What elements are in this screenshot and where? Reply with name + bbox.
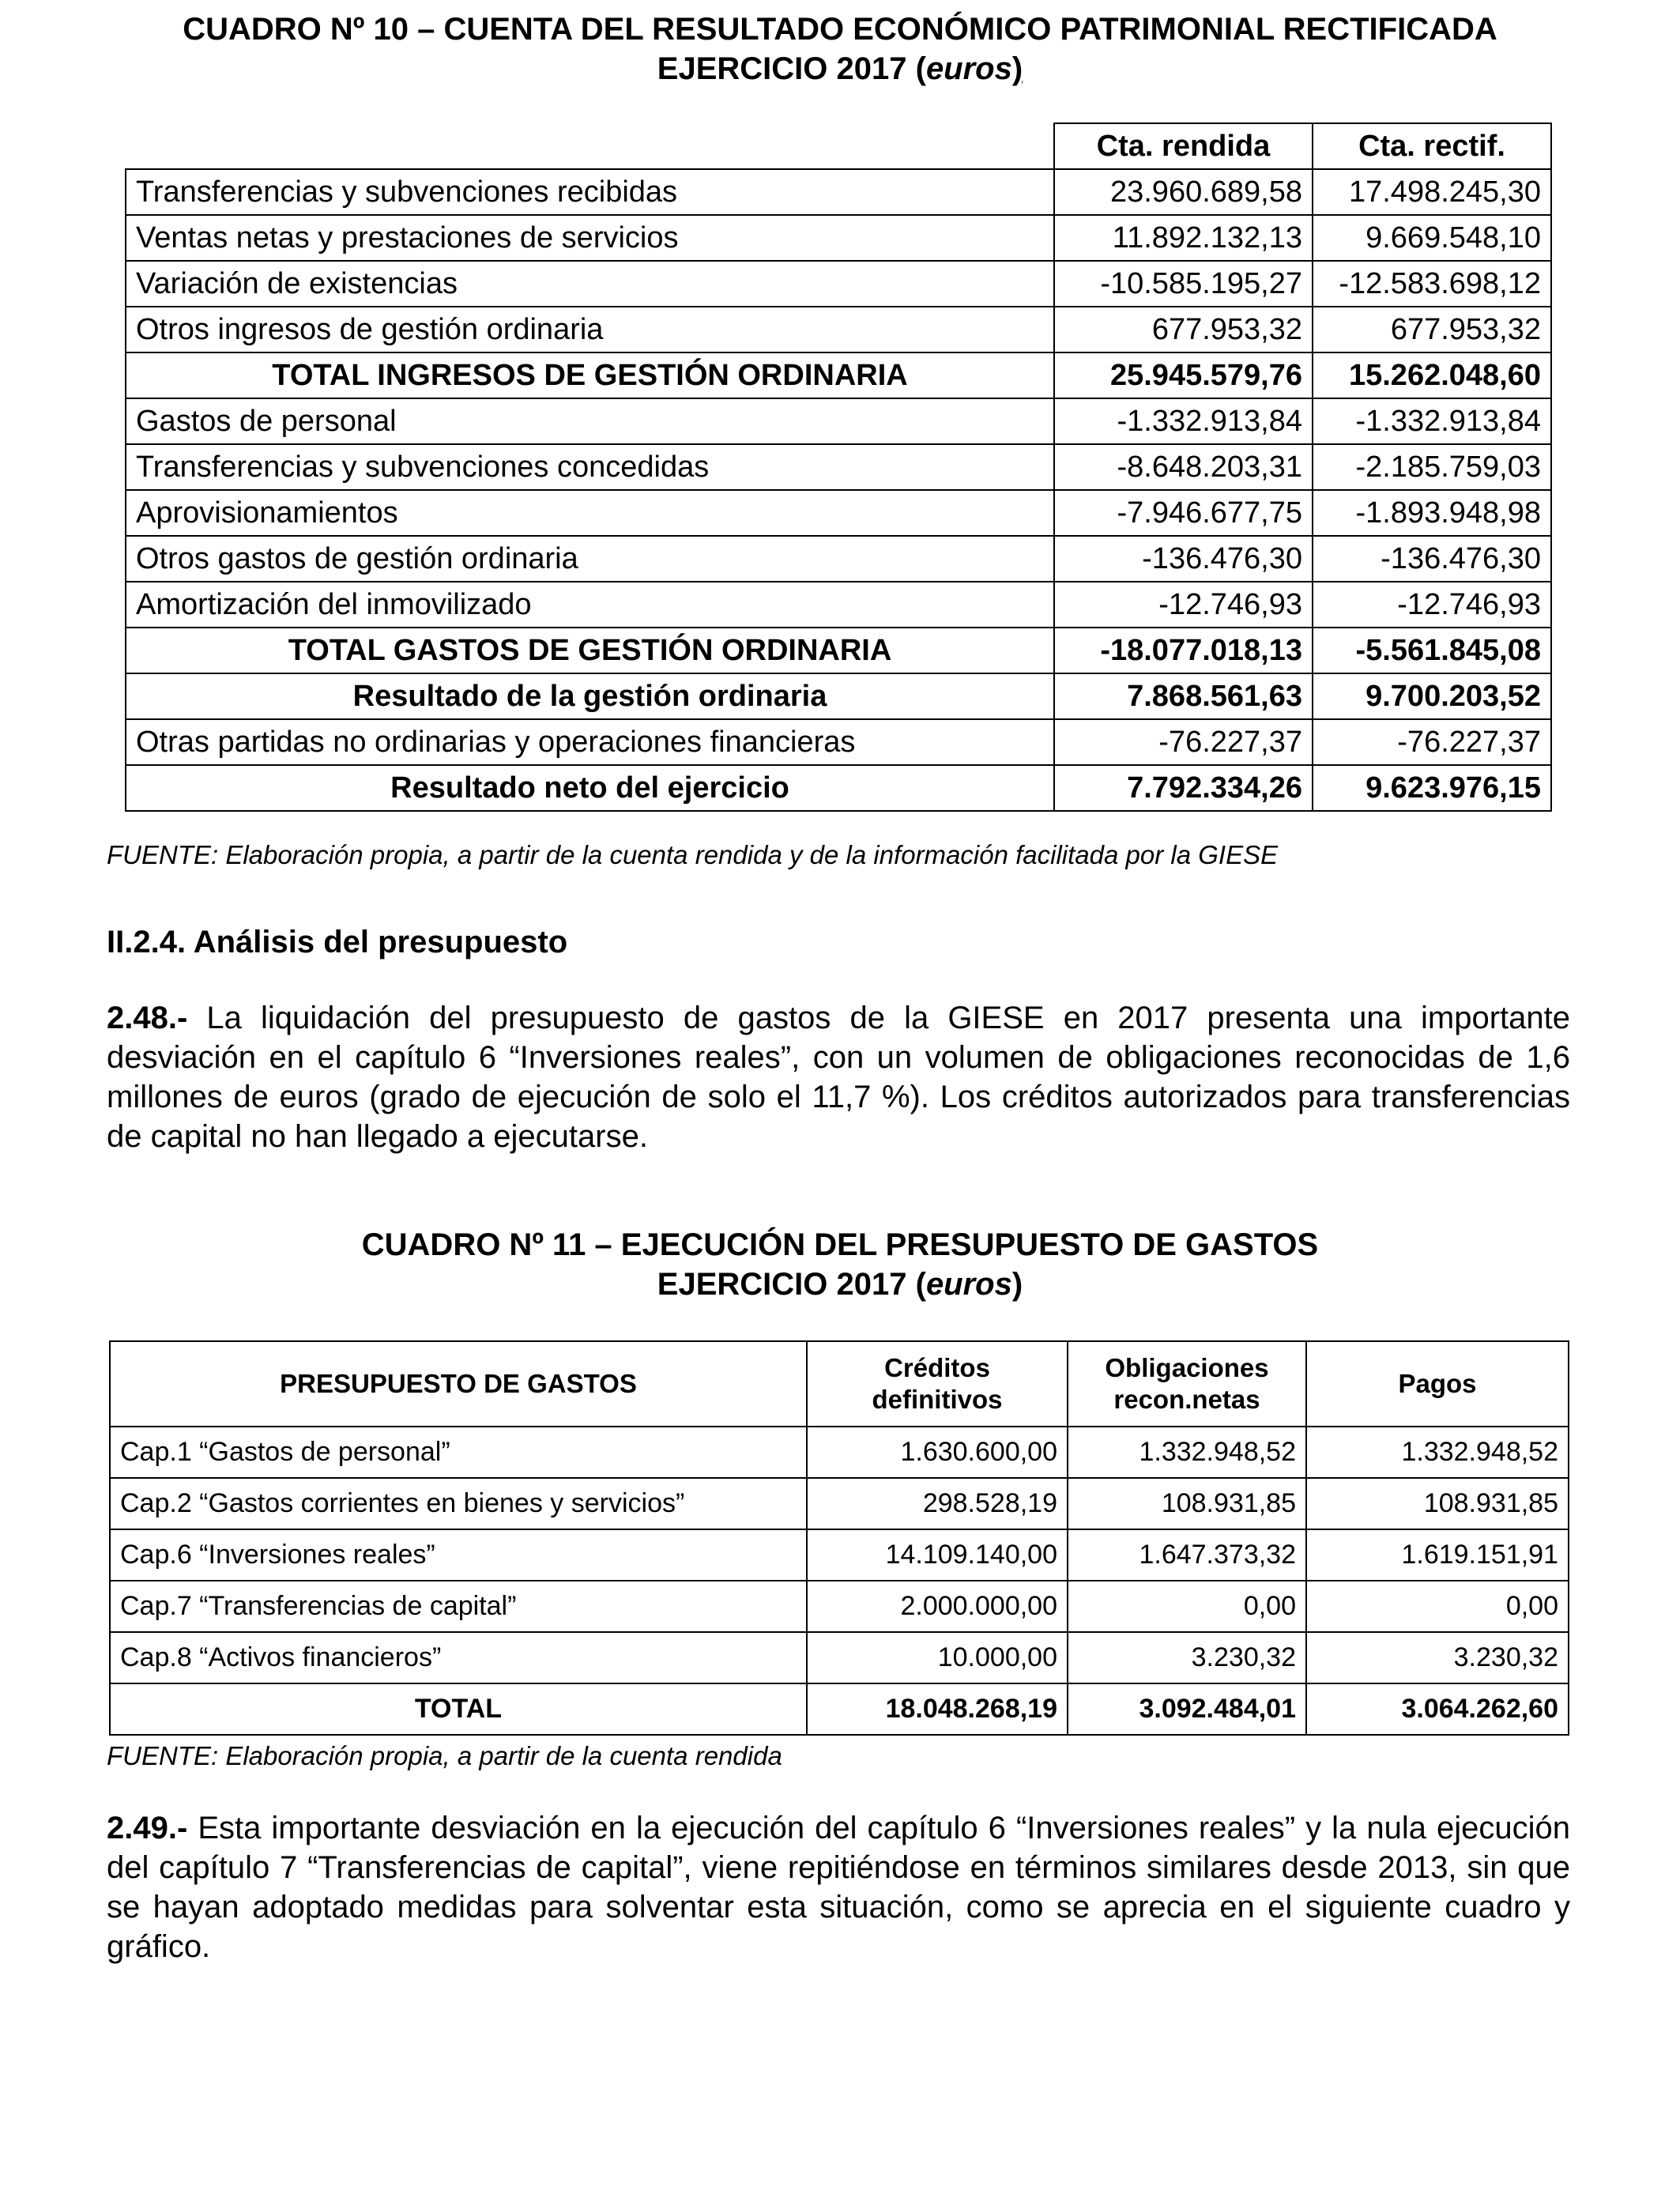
- row-label: Cap.2 “Gastos corrientes en bienes y servicios”: [110, 1478, 807, 1529]
- cell-obligaciones: 1.332.948,52: [1068, 1427, 1306, 1478]
- cell-pagos: 0,00: [1306, 1581, 1569, 1632]
- blank-header-cell: [126, 123, 1054, 169]
- row-label: TOTAL GASTOS DE GESTIÓN ORDINARIA: [126, 628, 1054, 673]
- cell-pagos: 1.619.151,91: [1306, 1529, 1569, 1581]
- cell-creditos: 298.528,19: [807, 1478, 1068, 1529]
- table10-source: FUENTE: Elaboración propia, a partir de la cuenta rendida y de la información facilitada por la GIESE: [107, 840, 1279, 869]
- table10-title-line2: [0, 49, 1680, 89]
- cell-rectif: -12.746,93: [1313, 582, 1551, 628]
- total-row: [110, 1683, 1569, 1735]
- cell-creditos: 18.048.268,19: [807, 1683, 1068, 1735]
- cell-rectif: 677.953,32: [1313, 307, 1551, 352]
- paragraph-text: Esta importante desviación en la ejecución del capítulo 6 “Inversiones reales” y la nula ejecución del capítulo 7 “Transferencias de capital”, viene repitiéndose en términos similares desde 2013, sin que se hayan adoptado medidas para solventar esta situación, como se aprecia en el siguiente cuadro y gráfico.: [107, 1811, 1570, 1964]
- cell-obligaciones: 0,00: [1068, 1581, 1306, 1632]
- header-pagos: Pagos: [1306, 1341, 1569, 1427]
- table-row: [110, 1581, 1569, 1632]
- cell-pagos: 108.931,85: [1306, 1478, 1569, 1529]
- table10-header-row: [126, 123, 1551, 169]
- cell-rendida: -1.332.913,84: [1054, 398, 1313, 444]
- row-label: Aprovisionamientos: [126, 490, 1054, 536]
- cell-rectif: 17.498.245,30: [1313, 169, 1551, 215]
- row-label: Cap.6 “Inversiones reales”: [110, 1529, 807, 1581]
- cell-rendida: -8.648.203,31: [1054, 444, 1313, 490]
- title-suffix: ): [1011, 51, 1023, 86]
- cell-obligaciones: 3.230,32: [1068, 1632, 1306, 1683]
- table-row: [126, 536, 1551, 582]
- cell-rectif: -2.185.759,03: [1313, 444, 1551, 490]
- row-label: Cap.1 “Gastos de personal”: [110, 1427, 807, 1478]
- cell-pagos: 3.230,32: [1306, 1632, 1569, 1683]
- paragraph-number: 2.49.-: [107, 1811, 188, 1845]
- paragraph-number: 2.48.-: [107, 1001, 188, 1035]
- row-label: TOTAL: [110, 1683, 807, 1735]
- row-label: TOTAL INGRESOS DE GESTIÓN ORDINARIA: [126, 352, 1054, 398]
- table-11: [109, 1340, 1569, 1736]
- cell-rectif: -5.561.845,08: [1313, 628, 1551, 673]
- cell-rectif: 9.623.976,15: [1313, 765, 1551, 811]
- cell-rectif: -136.476,30: [1313, 536, 1551, 582]
- cell-rendida: 25.945.579,76: [1054, 352, 1313, 398]
- cell-rendida: 11.892.132,13: [1054, 215, 1313, 261]
- paragraph-2-49: [107, 1808, 1570, 1966]
- cell-obligaciones: 1.647.373,32: [1068, 1529, 1306, 1581]
- title-italic: euros: [925, 1267, 1012, 1302]
- row-label: Cap.8 “Activos financieros”: [110, 1632, 807, 1683]
- total-row: [126, 673, 1551, 719]
- row-label: Cap.7 “Transferencias de capital”: [110, 1581, 807, 1632]
- cell-creditos: 2.000.000,00: [807, 1581, 1068, 1632]
- table-row: [126, 215, 1551, 261]
- cell-rendida: 677.953,32: [1054, 307, 1313, 352]
- cell-rectif: 9.700.203,52: [1313, 673, 1551, 719]
- table11-title-line1: CUADRO Nº 11 – EJECUCIÓN DEL PRESUPUESTO DE GASTOS: [361, 1227, 1319, 1262]
- table-row: [126, 490, 1551, 536]
- table-row: [126, 169, 1551, 215]
- cell-rendida: -18.077.018,13: [1054, 628, 1313, 673]
- title-suffix: ): [1011, 1267, 1023, 1302]
- cell-obligaciones: 3.092.484,01: [1068, 1683, 1306, 1735]
- row-label: Otros ingresos de gestión ordinaria: [126, 307, 1054, 352]
- row-label: Amortización del inmovilizado: [126, 582, 1054, 628]
- cell-rectif: 9.669.548,10: [1313, 215, 1551, 261]
- cell-rendida: -136.476,30: [1054, 536, 1313, 582]
- cell-rendida: -76.227,37: [1054, 719, 1313, 765]
- row-label: Ventas netas y prestaciones de servicios: [126, 215, 1054, 261]
- row-label: Transferencias y subvenciones concedidas: [126, 444, 1054, 490]
- table11-source: FUENTE: Elaboración propia, a partir de la cuenta rendida: [107, 1741, 782, 1770]
- title-prefix: EJERCICIO 2017 (: [657, 1267, 926, 1302]
- paragraph-text: La liquidación del presupuesto de gastos de la GIESE en 2017 presenta una importante desviación en el capítulo 6 “Inversiones reales”, con un volumen de obligaciones reconocidas de 1,6 millones de euros (grado de ejecución de solo el 11,7 %). Los créditos autorizados para transferencias de capital no han llegado a ejecutarse.: [107, 1001, 1570, 1154]
- cell-rectif: -1.893.948,98: [1313, 490, 1551, 536]
- cell-rectif: -12.583.698,12: [1313, 261, 1551, 307]
- cell-rendida: 7.868.561,63: [1054, 673, 1313, 719]
- cell-rectif: 15.262.048,60: [1313, 352, 1551, 398]
- cell-pagos: 3.064.262,60: [1306, 1683, 1569, 1735]
- title-prefix: EJERCICIO 2017 (: [657, 51, 926, 86]
- cell-rendida: -10.585.195,27: [1054, 261, 1313, 307]
- cell-rectif: -1.332.913,84: [1313, 398, 1551, 444]
- row-label: Transferencias y subvenciones recibidas: [126, 169, 1054, 215]
- table-row: [126, 261, 1551, 307]
- cell-creditos: 1.630.600,00: [807, 1427, 1068, 1478]
- row-label: Resultado neto del ejercicio: [126, 765, 1054, 811]
- row-label: Variación de existencias: [126, 261, 1054, 307]
- cell-rectif: -76.227,37: [1313, 719, 1551, 765]
- cell-rendida: -12.746,93: [1054, 582, 1313, 628]
- table-row: [126, 582, 1551, 628]
- section-heading: II.2.4. Análisis del presupuesto: [107, 925, 568, 959]
- table-row: [126, 398, 1551, 444]
- table-row: [110, 1529, 1569, 1581]
- header-cta-rectif: Cta. rectif.: [1313, 123, 1551, 169]
- total-row: [126, 765, 1551, 811]
- header-cta-rendida: Cta. rendida: [1054, 123, 1313, 169]
- title-italic: euros: [925, 51, 1012, 86]
- table-row: [126, 719, 1551, 765]
- header-obligaciones: Obligaciones recon.netas: [1068, 1341, 1306, 1427]
- table11-title-line2: [0, 1265, 1680, 1304]
- cell-rendida: 23.960.689,58: [1054, 169, 1313, 215]
- table-10: [125, 123, 1552, 812]
- row-label: Resultado de la gestión ordinaria: [126, 673, 1054, 719]
- row-label: Gastos de personal: [126, 398, 1054, 444]
- table-row: [110, 1427, 1569, 1478]
- table-row: [126, 444, 1551, 490]
- table-row: [126, 307, 1551, 352]
- paragraph-2-48: [107, 998, 1570, 1156]
- cell-creditos: 10.000,00: [807, 1632, 1068, 1683]
- cell-rendida: -7.946.677,75: [1054, 490, 1313, 536]
- total-row: [126, 628, 1551, 673]
- table11-header-row: [110, 1341, 1569, 1427]
- header-creditos: Créditos definitivos: [807, 1341, 1068, 1427]
- table-row: [110, 1478, 1569, 1529]
- header-presupuesto: PRESUPUESTO DE GASTOS: [110, 1341, 807, 1427]
- cell-rendida: 7.792.334,26: [1054, 765, 1313, 811]
- row-label: Otros gastos de gestión ordinaria: [126, 536, 1054, 582]
- total-row: [126, 352, 1551, 398]
- cell-creditos: 14.109.140,00: [807, 1529, 1068, 1581]
- cell-obligaciones: 108.931,85: [1068, 1478, 1306, 1529]
- row-label: Otras partidas no ordinarias y operaciones financieras: [126, 719, 1054, 765]
- cell-pagos: 1.332.948,52: [1306, 1427, 1569, 1478]
- table10-title-line1: CUADRO Nº 10 – CUENTA DEL RESULTADO ECONÓMICO PATRIMONIAL RECTIFICADA: [183, 12, 1497, 47]
- table-row: [110, 1632, 1569, 1683]
